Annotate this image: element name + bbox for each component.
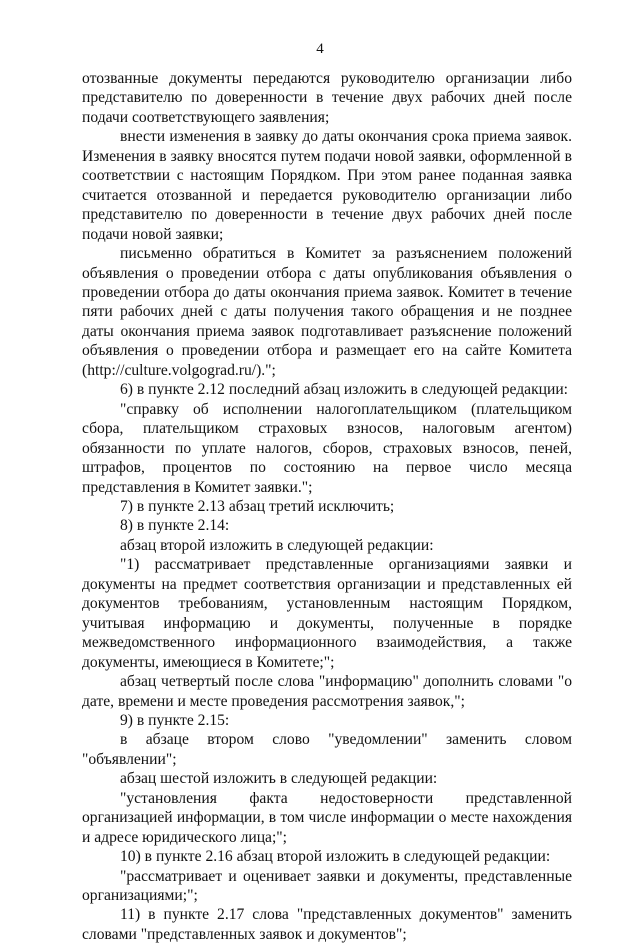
paragraph: "рассматривает и оценивает заявки и документы, представленные организациями;"; bbox=[82, 867, 572, 905]
paragraph: внести изменения в заявку до даты окончания срока приема заявок. Изменения в заявку вносятся путем подачи новой заявки, оформленной в соответствии с настоящим Порядком. При этом ранее поданная заявка считается отозванной и передается руководителю организации либо представителю по доверенности в течение двух рабочих дней после подачи новой заявки; bbox=[82, 128, 572, 243]
paragraph: 10) в пункте 2.16 абзац второй изложить в следующей редакции: bbox=[120, 848, 551, 866]
paragraph: 8) в пункте 2.14: bbox=[120, 517, 230, 535]
paragraph: абзац четвертый после слова "информацию" дополнить словами "о дате, времени и месте проведения рассмотрения заявок,"; bbox=[82, 673, 572, 710]
page-number: 4 bbox=[316, 41, 324, 57]
paragraph: 7) в пункте 2.13 абзац третий исключить; bbox=[120, 497, 395, 515]
paragraph: "справку об исполнении налогоплательщиком (плательщиком сбора, плательщиком страховых взносов, налоговым агентом) обязанности по уплате налогов, сборов, страховых взносов, пеней, штрафов, процентов по состоянию на первое число месяца представления в Комитет заявки."; bbox=[82, 400, 572, 496]
paragraph: абзац шестой изложить в следующей редакции: bbox=[120, 770, 438, 788]
paragraph: "установления факта недостоверности представленной организацией информации, в том числе информации о месте нахождения и адресе юридического лица;"; bbox=[82, 789, 572, 846]
document-body bbox=[82, 69, 572, 944]
paragraph: 6) в пункте 2.12 последний абзац изложить в следующей редакции: bbox=[120, 381, 569, 399]
paragraph: 9) в пункте 2.15: bbox=[120, 711, 230, 729]
paragraph: 11) в пункте 2.17 слова "представленных документов" заменить словами "представленных заявок и документов"; bbox=[82, 906, 572, 943]
paragraph: абзац второй изложить в следующей редакции: bbox=[120, 536, 434, 554]
paragraph: в абзаце втором слово "уведомлении" заменить словом "объявлении"; bbox=[82, 731, 572, 768]
paragraph: отозванные документы передаются руководителю организации либо представителю по доверенности в течение двух рабочих дней после подачи соответствующего заявления; bbox=[82, 70, 572, 126]
paragraph: письменно обратиться в Комитет за разъяснением положений объявления о проведении отбора с даты опубликования объявления о проведении отбора до даты окончания приема заявок. Комитет в течение пяти рабочих дней с даты получения такого обращения и не позднее даты окончания приема заявок подготавливает разъяснение положений объявления о проведении отбора и размещает его на сайте Комитета (http://culture.volgograd.ru/)."; bbox=[82, 245, 572, 379]
paragraph: "1) рассматривает представленные организациями заявки и документы на предмет соответствия организации и представленных ей документов требованиям, установленным настоящим Порядком, учитывая информацию и документы, полученные в порядке межведомственного информационного взаимодействия, а также документы, имеющиеся в Комитете;"; bbox=[82, 556, 572, 671]
